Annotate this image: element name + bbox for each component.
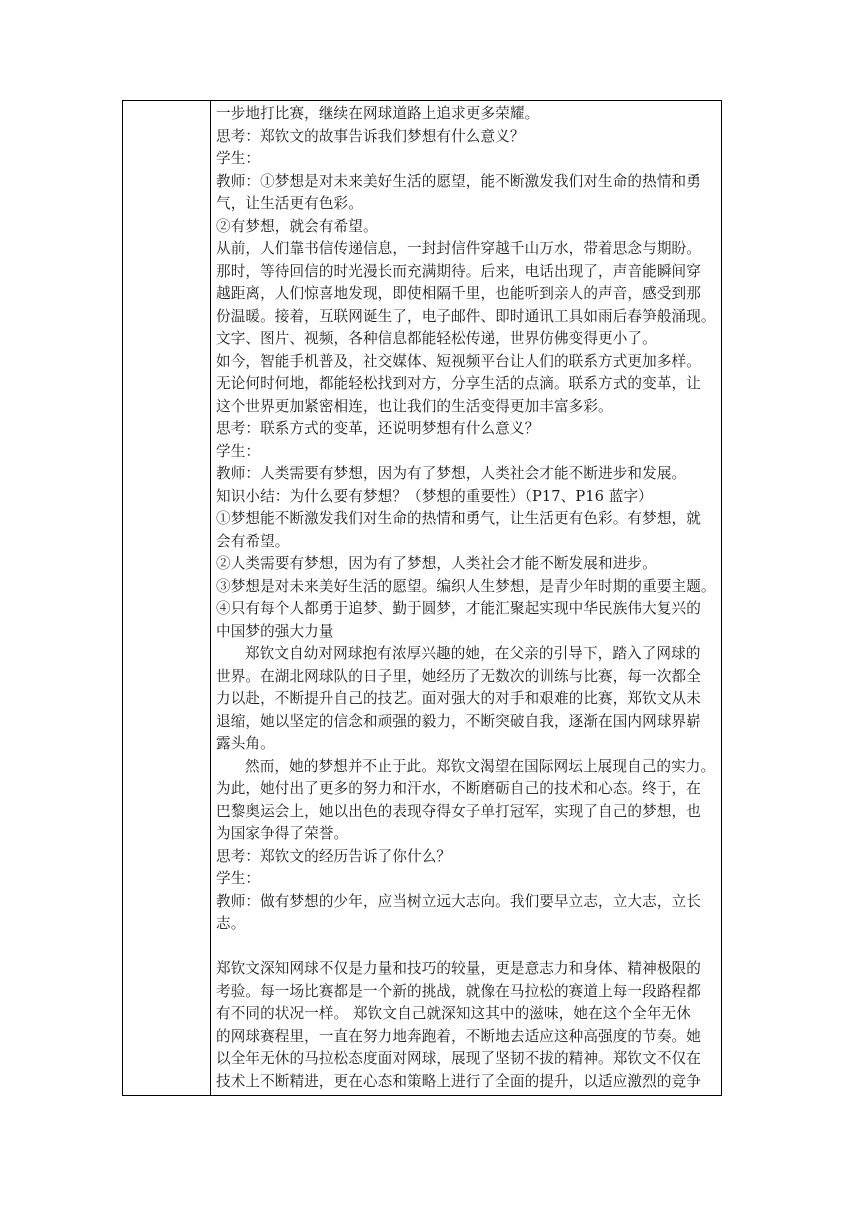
text-line: 有不同的状况一样。 郑钦文自己就深知这其中的滋味，她在这个全年无休 [216,1005,691,1022]
text-line: 为此，她付出了更多的努力和汗水，不断磨砺自己的技术和心态。终于，在 [216,780,701,797]
text-line: 巴黎奥运会上，她以出色的表现夺得女子单打冠军，实现了自己的梦想，也 [216,802,701,820]
text-line: 学生： [216,870,261,887]
text-line: 志。 [216,915,246,932]
text-line: 教师：①梦想是对未来美好生活的愿望，能不断激发我们对生命的热情和勇 [216,172,701,190]
text-line: 露头角。 [216,735,275,752]
text-line: 气，让生活更有色彩。 [216,195,363,212]
text-line: 然而，她的梦想并不止于此。郑钦文渴望在国际网坛上展现自己的实力。 [245,757,716,775]
table-content-column [211,101,721,1095]
text-line: ③梦想是对未来美好生活的愿望。编织人生梦想，是青少年时期的重要主题。 [216,577,716,595]
text-line: ④只有每个人都勇于追梦、勤于圆梦，才能汇聚起实现中华民族伟大复兴的 [216,600,701,617]
text-line: 世界。在湖北网球队的日子里，她经历了无数次的训练与比赛，每一次都全 [216,667,701,685]
table-left-column [123,101,211,1095]
text-line: 以全年无休的马拉松态度面对网球，展现了坚韧不拔的精神。郑钦文不仅在 [216,1050,701,1067]
text-line: 技术上不断精进，更在心态和策略上进行了全面的提升，以适应激烈的竞争 [216,1072,701,1090]
text-line: 这个世界更加紧密相连，也让我们的生活变得更加丰富多彩。 [216,397,613,415]
text-line: 郑钦文深知网球不仅是力量和技巧的较量，更是意志力和身体、精神极限的 [216,960,701,977]
text-line: 知识小结：为什么要有梦想？（梦想的重要性）（P17、P16 蓝字） [216,487,653,505]
text-line: 思考：郑钦文的经历告诉了你什么？ [216,847,452,865]
text-line: 越距离，人们惊喜地发现，即使相隔千里，也能听到亲人的声音，感受到那 [216,285,701,302]
text-line: 无论何时何地，都能轻松找到对方，分享生活的点滴。联系方式的变革，让 [216,375,701,392]
text-line: 中国梦的强大力量 [216,622,334,640]
text-line: 学生： [216,150,261,167]
text-line: 从前，人们靠书信传递信息，一封封信件穿越千山万水，带着思念与期盼。 [216,240,701,257]
text-line: 学生： [216,442,261,460]
text-line: 思考：联系方式的变革，还说明梦想有什么意义？ [216,420,540,437]
blank-line [216,936,717,959]
text-line: 份温暖。接着，互联网诞生了，电子邮件、即时通讯工具如雨后春笋般涌现。 [216,307,716,325]
text-line: 一步地打比赛，继续在网球道路上追求更多荣耀。 [216,105,540,122]
text-line: ②有梦想，就会有希望。 [216,217,378,235]
text-line: 如今，智能手机普及，社交媒体、短视频平台让人们的联系方式更加多样。 [216,352,701,370]
text-line: 思考：郑钦文的故事告诉我们梦想有什么意义？ [216,127,525,145]
text-line: 郑钦文自幼对网球抱有浓厚兴趣的她，在父亲的引导下，踏入了网球的 [245,645,701,662]
lesson-table [122,100,722,1096]
text-line: 退缩，她以坚定的信念和顽强的毅力，不断突破自我，逐渐在国内网球界崭 [216,712,701,730]
text-line: 那时，等待回信的时光漫长而充满期待。后来，电话出现了，声音能瞬间穿 [216,262,701,280]
text-line: 会有希望。 [216,532,290,550]
text-line: 的网球赛程里，一直在努力地奔跑着，不断地去适应这种高强度的节奏。她 [216,1027,701,1045]
text-line: 文字、图片、视频，各种信息都能轻松传递，世界仿佛变得更小了。 [216,330,657,347]
text-line: 教师：人类需要有梦想，因为有了梦想，人类社会才能不断进步和发展。 [216,465,687,482]
text-line: ②人类需要有梦想，因为有了梦想，人类社会才能不断发展和进步。 [216,555,657,572]
text-line: 教师：做有梦想的少年，应当树立远大志向。我们要早立志，立大志，立长 [216,892,701,910]
text-line: 考验。每一场比赛都是一个新的挑战，就像在马拉松的赛道上每一段路程都 [216,982,701,1000]
text-line: 力以赴，不断提升自己的技艺。面对强大的对手和艰难的比赛，郑钦文从未 [216,690,701,707]
text-line: ①梦想能不断激发我们对生命的热情和勇气，让生活更有色彩。有梦想，就 [216,510,701,527]
text-line: 为国家争得了荣誉。 [216,825,349,842]
